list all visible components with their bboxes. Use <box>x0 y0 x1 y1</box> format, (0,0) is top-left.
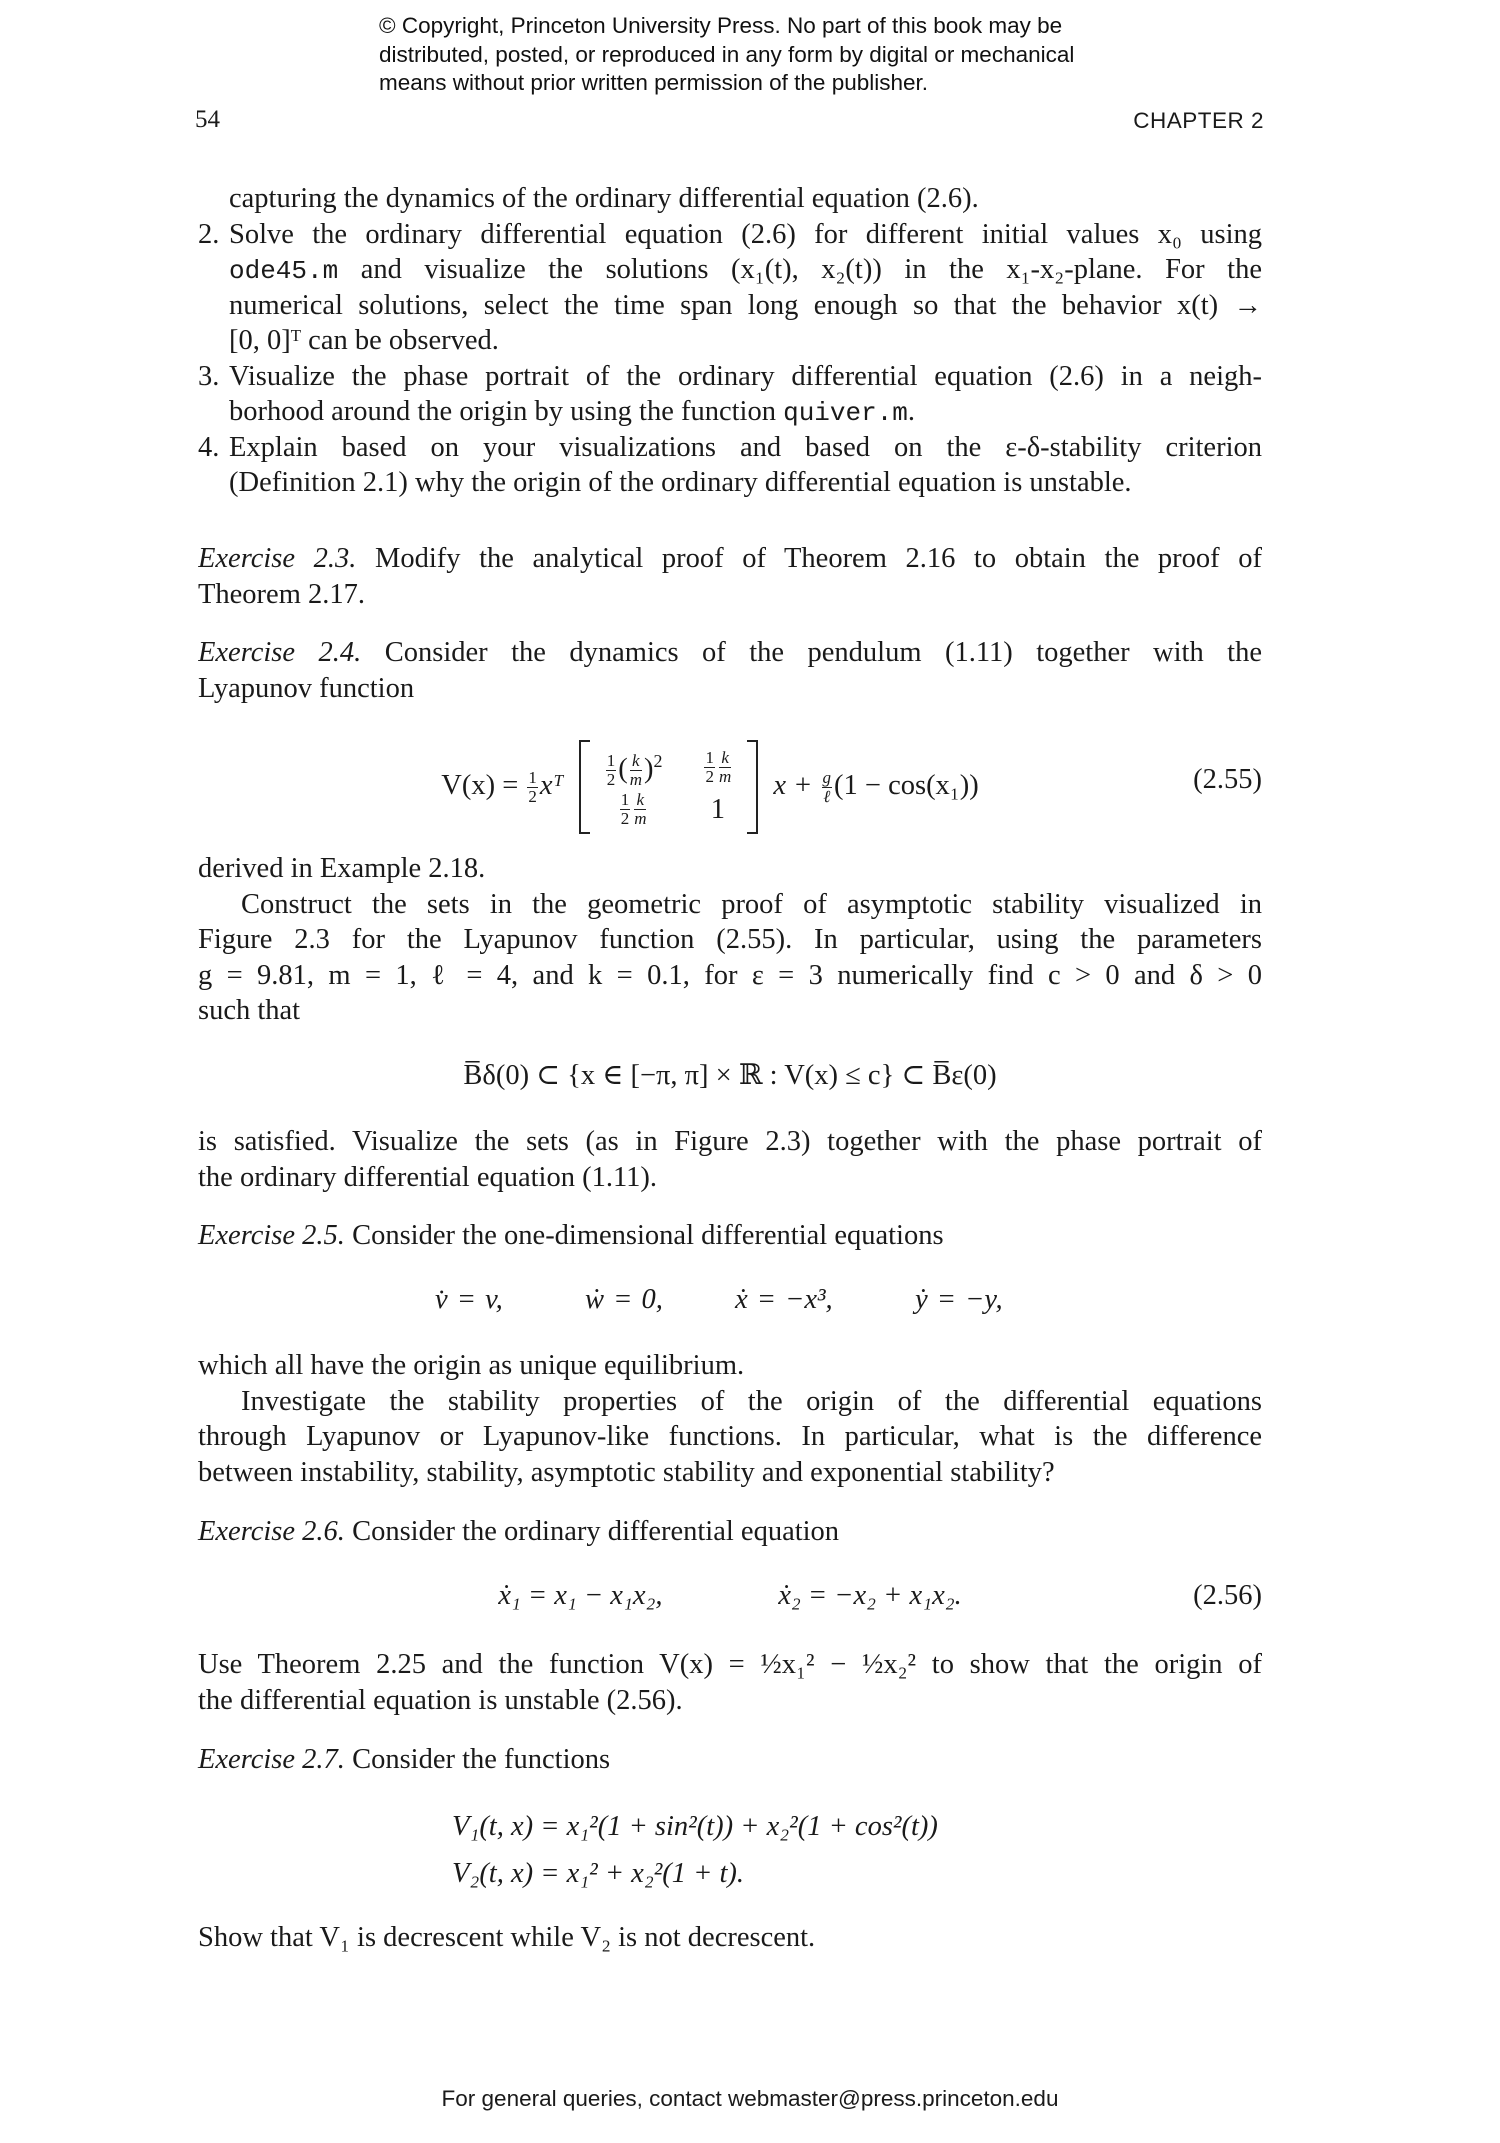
fraction <box>527 769 538 806</box>
text-line: Construct the sets in the geometric proof of asymptotic stability visualized in <box>241 888 1262 920</box>
exercise-list <box>198 181 1262 501</box>
paragraph-which <box>198 1348 1262 1490</box>
text-line <box>198 1742 1262 1778</box>
math: (1 − cos(x₁)) <box>834 769 979 801</box>
text-line: Figure 2.3 for the Lyapunov function (2.55). In particular, using the parameters <box>198 924 1262 955</box>
math: x + <box>773 769 813 801</box>
text-line: [0, 0]ᵀ can be observed. <box>229 325 499 356</box>
exercise-2-3 <box>198 541 1262 612</box>
math: 1 <box>528 767 537 787</box>
list-item-4 <box>198 430 1262 501</box>
text-line: Lyapunov function <box>198 672 415 704</box>
matrix-cell: $\frac{1}{2}$ $\frac{k}{m}$ <box>620 790 647 829</box>
text-line: derived in Example 2.18. <box>198 853 486 884</box>
chapter-heading: CHAPTER 2 <box>1133 108 1264 133</box>
math: V₁(t, x) = x₁²(1 + sin²(t)) + x₂²(1 + cos²(t)) <box>452 1811 938 1842</box>
text-line: is satisfied. Visualize the sets (as in Figure 2.3) together with the phase portrait of <box>198 1126 1262 1157</box>
footer-contact: For general queries, contact webmaster@press.princeton.edu <box>441 2086 1059 2111</box>
text-line: which all have the origin as unique equilibrium. <box>198 1350 745 1381</box>
math: V(x) = <box>441 769 519 801</box>
exercise-label: Exercise 2.6. <box>198 1516 345 1547</box>
math: ẇ = 0, <box>585 1284 663 1315</box>
copyright-line: © Copyright, Princeton University Press. No part of this book may be <box>379 13 1063 38</box>
text-line: the ordinary differential equation (1.11). <box>198 1161 658 1193</box>
matrix-cell: 1 <box>710 793 725 825</box>
exercise-label: Exercise 2.7. <box>198 1744 345 1775</box>
list-item-2 <box>198 217 1262 359</box>
paragraph-derived <box>198 851 1262 1029</box>
math: ẏ = −y, <box>915 1284 1003 1315</box>
text-line: Visualize the phase portrait of the ordinary differential equation (2.6) in a neigh- <box>229 360 1262 392</box>
text-span: and visualize the solutions (x₁(t), x₂(t)) in the x₁-x₂-plane. For the <box>360 254 1262 285</box>
text-line <box>198 635 1262 671</box>
copyright-line: means without prior written permission of the publisher. <box>379 70 929 95</box>
text-line: g = 9.81, m = 1, ℓ = 4, and k = 0.1, for ε = 3 numerically find c > 0 and δ > 0 <box>198 959 1262 991</box>
math: 2 <box>528 786 537 806</box>
list-number: 4. <box>198 431 220 463</box>
text-span: Consider the functions <box>352 1744 611 1775</box>
right-bracket <box>747 740 758 834</box>
list-number: 2. <box>198 218 220 250</box>
text-line <box>198 541 1262 577</box>
equations-2-7 <box>452 1803 938 1897</box>
text-span: Modify the analytical proof of Theorem 2.16 to obtain the proof of <box>375 543 1262 574</box>
list-item-1-tail: capturing the dynamics of the ordinary differential equation (2.6). <box>229 183 979 214</box>
math: ẋ₂ = −x₂ + x₁x₂. <box>778 1580 962 1611</box>
text-line: Solve the ordinary differential equation (2.6) for different initial values x₀ using <box>229 218 1262 250</box>
exercise-2-4 <box>198 635 1262 706</box>
fraction: $\frac{g}{\text{ℓ}}$ <box>822 767 832 806</box>
equations-2-5 <box>198 1275 1262 1325</box>
math: xᵀ <box>539 769 564 801</box>
text-line: between instability, stability, asymptotic stability and exponential stability? <box>198 1456 1055 1488</box>
code-ode45: ode45.m <box>229 256 339 286</box>
matrix-cell: $\frac{1}{2}$ ( $\frac{k}{m}$ )$^2$ <box>606 751 663 790</box>
text-line: Use Theorem 2.25 and the function V(x) = ½x₁² − ½x₂² to show that the origin of <box>198 1649 1262 1680</box>
matrix-cells <box>590 740 748 834</box>
exercise-2-5 <box>198 1218 1262 1254</box>
text-line: through Lyapunov or Lyapunov-like functions. In particular, what is the difference <box>198 1421 1262 1452</box>
text-line: Explain based on your visualizations and based on the ε-δ-stability criterion <box>229 431 1262 463</box>
text-line <box>198 1514 1262 1550</box>
text-line: Investigate the stability properties of the origin of the differential equations <box>241 1385 1262 1417</box>
math: ẋ₁ = x₁ − x₁x₂, <box>498 1580 663 1611</box>
text-span: . <box>907 396 916 427</box>
text-span: Consider the dynamics of the pendulum (1.11) together with the <box>384 637 1262 668</box>
exercise-2-7 <box>198 1742 1262 1778</box>
paragraph-use <box>198 1647 1262 1718</box>
equation-number: (2.56) <box>1193 1580 1262 1611</box>
math: ẋ = −x³, <box>735 1284 833 1315</box>
text-span: Consider the one-dimensional differential equations <box>352 1220 944 1251</box>
text-span: Consider the ordinary differential equation <box>352 1516 840 1547</box>
copyright-line: distributed, posted, or reproduced in any form by digital or mechanical <box>379 41 1075 67</box>
equation-2-55 <box>198 740 1262 829</box>
text-line <box>198 1218 1262 1254</box>
equation-2-56 <box>198 1571 1262 1621</box>
paragraph-show <box>198 1920 1262 1956</box>
matrix <box>579 740 759 834</box>
text-line <box>198 252 1262 288</box>
paragraph-satisfied <box>198 1124 1262 1195</box>
left-bracket <box>579 740 590 834</box>
text-line: the differential equation is unstable (2.56). <box>198 1684 683 1716</box>
exercise-2-6 <box>198 1514 1262 1550</box>
exercise-label: Exercise 2.3. <box>198 543 357 574</box>
text-line: (Definition 2.1) why the origin of the ordinary differential equation is unstable. <box>229 467 1132 498</box>
code-quiver: quiver.m <box>783 398 908 428</box>
text-line: Theorem 2.17. <box>198 578 365 610</box>
page-number: 54 <box>195 106 220 133</box>
math: v̇ = v, <box>435 1284 503 1315</box>
list-item-3 <box>198 359 1262 430</box>
math: V₂(t, x) = x₁² + x₂²(1 + t). <box>452 1858 745 1889</box>
text-span: borhood around the origin by using the function <box>229 396 776 427</box>
text-line: numerical solutions, select the time span long enough so that the behavior x(t) → <box>229 289 1262 321</box>
equation-body <box>441 748 979 829</box>
exercise-label: Exercise 2.4. <box>198 637 362 668</box>
list-number: 3. <box>198 360 220 392</box>
equation-number: (2.55) <box>1193 764 1262 795</box>
text-line: such that <box>198 995 301 1026</box>
copyright-notice <box>379 12 1074 98</box>
text-line: Show that V₁ is decrescent while V₂ is not decrescent. <box>198 1922 816 1953</box>
matrix-cell: $\frac{1}{2}$ $\frac{k}{m}$ <box>705 748 732 787</box>
equation-sets: B̅δ(0) ⊂ {x ∈ [−π, π] × ℝ : V(x) ≤ c} ⊂ B̅ε(0) <box>463 1060 997 1091</box>
text-line <box>198 394 1262 430</box>
exercise-label: Exercise 2.5. <box>198 1220 345 1251</box>
